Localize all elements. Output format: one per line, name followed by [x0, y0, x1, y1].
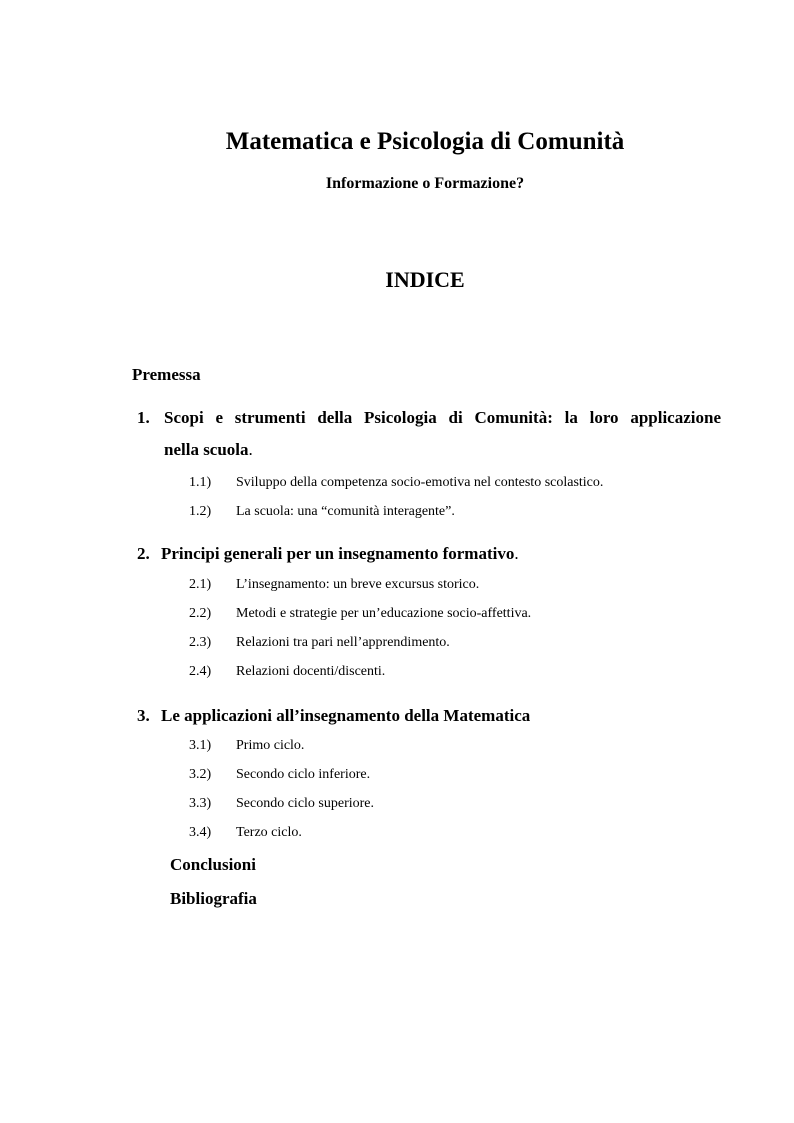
subsection-3-1-text: Primo ciclo.	[236, 738, 305, 753]
section-1-title-line2: nella scuola.	[164, 440, 253, 459]
section-1-title-line1: Scopi e strumenti della Psicologia di Comunità: la loro applicazione	[164, 408, 721, 427]
subsection-3-3-number: 3.3)	[189, 796, 212, 811]
subsection-3-4-text: Terzo ciclo.	[236, 825, 302, 840]
section-1-number: 1.	[137, 408, 150, 427]
subsection-2-3-text: Relazioni tra pari nell’apprendimento.	[236, 635, 450, 650]
section-2-number: 2.	[137, 544, 150, 563]
subsection-2-3-number: 2.3)	[189, 635, 212, 650]
toc-bibliografia: Bibliografia	[170, 889, 257, 908]
section-2-title: Principi generali per un insegnamento formativo.	[161, 544, 519, 563]
toc-premessa: Premessa	[132, 365, 201, 384]
subsection-3-3-text: Secondo ciclo superiore.	[236, 796, 375, 811]
subsection-2-4-number: 2.4)	[189, 664, 212, 679]
subsection-1-1-text: Sviluppo della competenza socio-emotiva nel contesto scolastico.	[236, 475, 604, 490]
subsection-1-2-number: 1.2)	[189, 504, 212, 519]
subsection-2-1-text: L’insegnamento: un breve excursus storico.	[236, 577, 480, 592]
document-title: Matematica e Psicologia di Comunità	[225, 128, 625, 155]
section-3-number: 3.	[137, 706, 150, 725]
subsection-3-2-text: Secondo ciclo inferiore.	[236, 767, 371, 782]
subsection-2-4-text: Relazioni docenti/discenti.	[236, 664, 386, 679]
subsection-1-2-text: La scuola: una “comunità interagente”.	[236, 504, 455, 519]
subsection-3-1-number: 3.1)	[189, 738, 212, 753]
section-3-title: Le applicazioni all’insegnamento della Matematica	[161, 706, 531, 725]
subsection-2-1-number: 2.1)	[189, 577, 212, 592]
subsection-2-2-text: Metodi e strategie per un’educazione socio-affettiva.	[236, 606, 532, 621]
document-subtitle: Informazione o Formazione?	[325, 175, 525, 192]
subsection-2-2-number: 2.2)	[189, 606, 212, 621]
subsection-3-4-number: 3.4)	[189, 825, 212, 840]
subsection-3-2-number: 3.2)	[189, 767, 212, 782]
subsection-1-1-number: 1.1)	[189, 475, 212, 490]
toc-conclusioni: Conclusioni	[170, 855, 256, 874]
index-heading: INDICE	[385, 267, 465, 292]
